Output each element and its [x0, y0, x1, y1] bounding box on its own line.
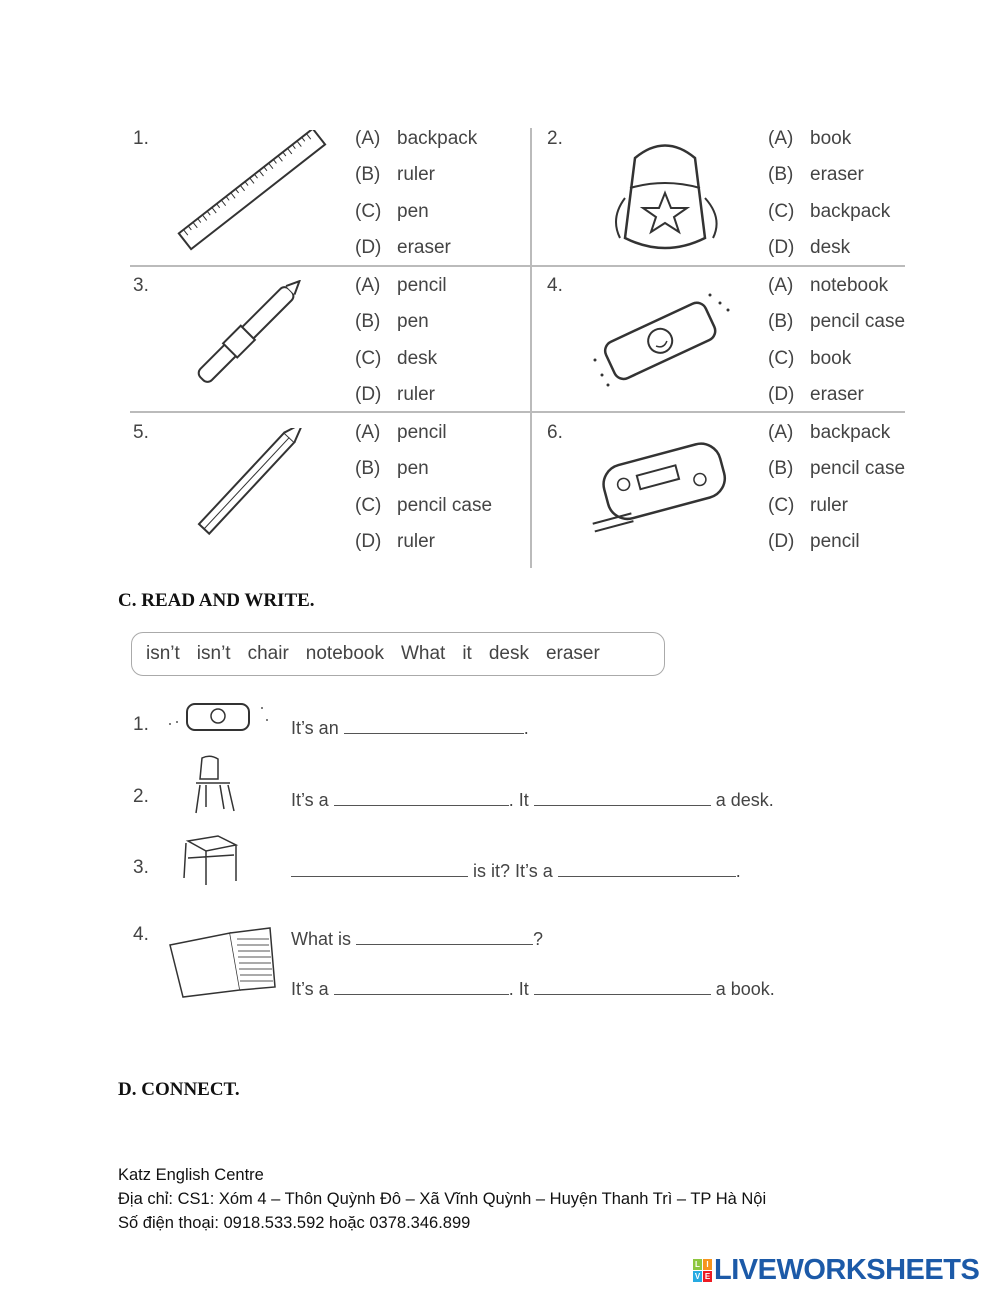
row-divider: [130, 265, 905, 267]
pencil-case-image: [585, 435, 735, 535]
option-text: backpack: [810, 200, 891, 222]
answer-option[interactable]: [355, 495, 492, 517]
option-text: pen: [397, 458, 429, 480]
text: a desk.: [715, 790, 774, 810]
option-letter: (C): [355, 494, 382, 516]
item-number: 3.: [133, 857, 149, 878]
eraser-image: [162, 698, 277, 738]
text: .: [523, 718, 529, 738]
question-number: 3.: [133, 275, 149, 296]
eraser-image: [590, 285, 735, 395]
answer-option[interactable]: [355, 275, 447, 297]
option-text: backpack: [397, 128, 478, 149]
answer-option[interactable]: [768, 422, 890, 444]
question-number: 1.: [133, 128, 149, 149]
option-text: ruler: [397, 530, 436, 552]
answer-option[interactable]: [768, 311, 905, 333]
option-text: ruler: [397, 383, 436, 405]
backpack-image: [605, 138, 725, 263]
option-text: pencil case: [810, 311, 905, 333]
option-letter: (B): [355, 458, 381, 480]
text: It’s a: [291, 979, 329, 999]
item-number: 4.: [133, 924, 149, 945]
footer-phone: Số điện thoại: 0918.533.592 hoặc 0378.346.899: [118, 1214, 471, 1232]
option-text: eraser: [397, 236, 451, 258]
option-text: pencil: [810, 530, 860, 552]
answer-option[interactable]: [355, 384, 435, 406]
answer-option[interactable]: [768, 237, 850, 259]
section-b-multiple-choice: [0, 0, 905, 570]
question-number: 4.: [547, 275, 563, 296]
item-number: 2.: [133, 786, 149, 807]
option-letter: (B): [355, 164, 381, 186]
option-letter: (A): [768, 422, 794, 443]
answer-option[interactable]: [768, 201, 890, 223]
option-letter: (B): [768, 311, 794, 333]
answer-option[interactable]: [355, 237, 451, 259]
option-text: notebook: [810, 275, 889, 296]
section-d-heading: D. CONNECT.: [118, 1079, 240, 1100]
option-letter: (D): [768, 236, 795, 258]
question-number: 2.: [547, 128, 563, 149]
answer-option[interactable]: [355, 311, 429, 333]
text: . It: [508, 979, 529, 999]
option-text: eraser: [810, 383, 864, 405]
option-text: eraser: [810, 164, 864, 186]
text: is it? It’s a: [473, 861, 553, 881]
option-letter: (B): [355, 311, 381, 333]
option-letter: (C): [355, 347, 382, 369]
answer-option[interactable]: [768, 348, 851, 370]
word-bank-word: chair: [247, 643, 289, 664]
option-text: pencil: [397, 422, 447, 443]
answer-option[interactable]: [355, 531, 435, 553]
option-text: ruler: [397, 164, 436, 186]
answer-blank[interactable]: [356, 927, 533, 945]
answer-option[interactable]: [768, 275, 888, 297]
option-text: book: [810, 347, 852, 369]
text: a book.: [715, 979, 775, 999]
option-letter: (D): [768, 530, 795, 552]
option-text: ruler: [810, 494, 849, 516]
answer-blank[interactable]: [534, 788, 711, 806]
logo-text: LIVEWORKSHEETS: [714, 1254, 980, 1286]
text: What is: [291, 929, 352, 949]
option-text: desk: [810, 236, 851, 258]
option-text: pen: [397, 200, 429, 222]
sentence-1: [291, 716, 529, 739]
answer-option[interactable]: [768, 384, 864, 406]
text: .: [735, 861, 741, 881]
option-text: pen: [397, 311, 429, 333]
word-bank-word: eraser: [545, 643, 600, 664]
option-text: pencil: [397, 275, 447, 296]
answer-option[interactable]: [355, 164, 435, 186]
answer-option[interactable]: [355, 458, 429, 480]
answer-blank[interactable]: [334, 788, 509, 806]
footer-address: Địa chỉ: CS1: Xóm 4 – Thôn Quỳnh Đô – Xã Vĩnh Quỳnh – Huyện Thanh Trì – TP Hà Nội: [118, 1190, 767, 1208]
option-text: desk: [397, 347, 438, 369]
sentence-4-answer: [291, 977, 775, 1000]
word-bank-word: isn’t: [146, 643, 180, 664]
sentence-3: [291, 859, 741, 882]
ruler-image: [168, 130, 328, 255]
sentence-2: [291, 788, 774, 811]
option-letter: (C): [768, 494, 795, 516]
sentence-4-question: [291, 927, 543, 950]
liveworksheets-logo: [693, 1254, 979, 1287]
pencil-image: [185, 428, 305, 543]
text: ?: [533, 929, 544, 949]
answer-option[interactable]: [355, 201, 429, 223]
option-text: book: [810, 128, 852, 149]
word-bank-word: notebook: [305, 643, 384, 664]
answer-option[interactable]: [768, 495, 848, 517]
word-bank-word: What: [400, 643, 446, 664]
answer-option[interactable]: [768, 164, 864, 186]
section-c-heading: C. READ AND WRITE.: [118, 590, 315, 611]
notebook-image: [165, 925, 280, 1000]
row-divider: [130, 411, 905, 413]
text: . It: [508, 790, 529, 810]
answer-option[interactable]: [355, 422, 447, 444]
answer-blank[interactable]: [344, 716, 524, 734]
footer-centre-name: Katz English Centre: [118, 1166, 264, 1184]
chair-image: [190, 755, 240, 815]
answer-option[interactable]: [768, 458, 905, 480]
option-text: pencil case: [810, 458, 905, 480]
option-letter: (A): [355, 128, 381, 149]
option-text: pencil case: [397, 494, 493, 516]
question-number: 5.: [133, 422, 149, 443]
option-letter: (C): [355, 200, 382, 222]
option-letter: (D): [355, 383, 382, 405]
option-letter: (D): [768, 383, 795, 405]
answer-option[interactable]: [768, 531, 860, 553]
column-divider: [530, 128, 532, 568]
option-letter: (A): [768, 275, 794, 296]
answer-blank[interactable]: [534, 977, 711, 995]
text: It’s an: [291, 718, 339, 738]
answer-blank[interactable]: [291, 859, 468, 877]
option-letter: (A): [768, 128, 794, 149]
answer-option[interactable]: [355, 348, 437, 370]
answer-blank[interactable]: [334, 977, 509, 995]
option-text: backpack: [810, 422, 891, 443]
option-letter: (C): [768, 200, 795, 222]
question-number: 6.: [547, 422, 563, 443]
pen-image: [185, 280, 305, 395]
option-letter: (A): [355, 275, 381, 296]
word-bank-word: desk: [488, 643, 529, 664]
word-bank-word: isn’t: [196, 643, 231, 664]
word-bank-word: it: [462, 643, 472, 664]
option-letter: (C): [768, 347, 795, 369]
option-letter: (B): [768, 164, 794, 186]
item-number: 1.: [133, 714, 149, 735]
desk-image: [178, 833, 240, 888]
answer-blank[interactable]: [558, 859, 736, 877]
word-bank: [131, 632, 665, 676]
option-letter: (A): [355, 422, 381, 443]
text: It’s a: [291, 790, 329, 810]
option-letter: (D): [355, 530, 382, 552]
option-letter: (D): [355, 236, 382, 258]
answer-option[interactable]: [355, 128, 477, 150]
logo-icon: L I V E: [694, 1260, 711, 1281]
answer-option[interactable]: [768, 128, 851, 150]
option-letter: (B): [768, 458, 794, 480]
